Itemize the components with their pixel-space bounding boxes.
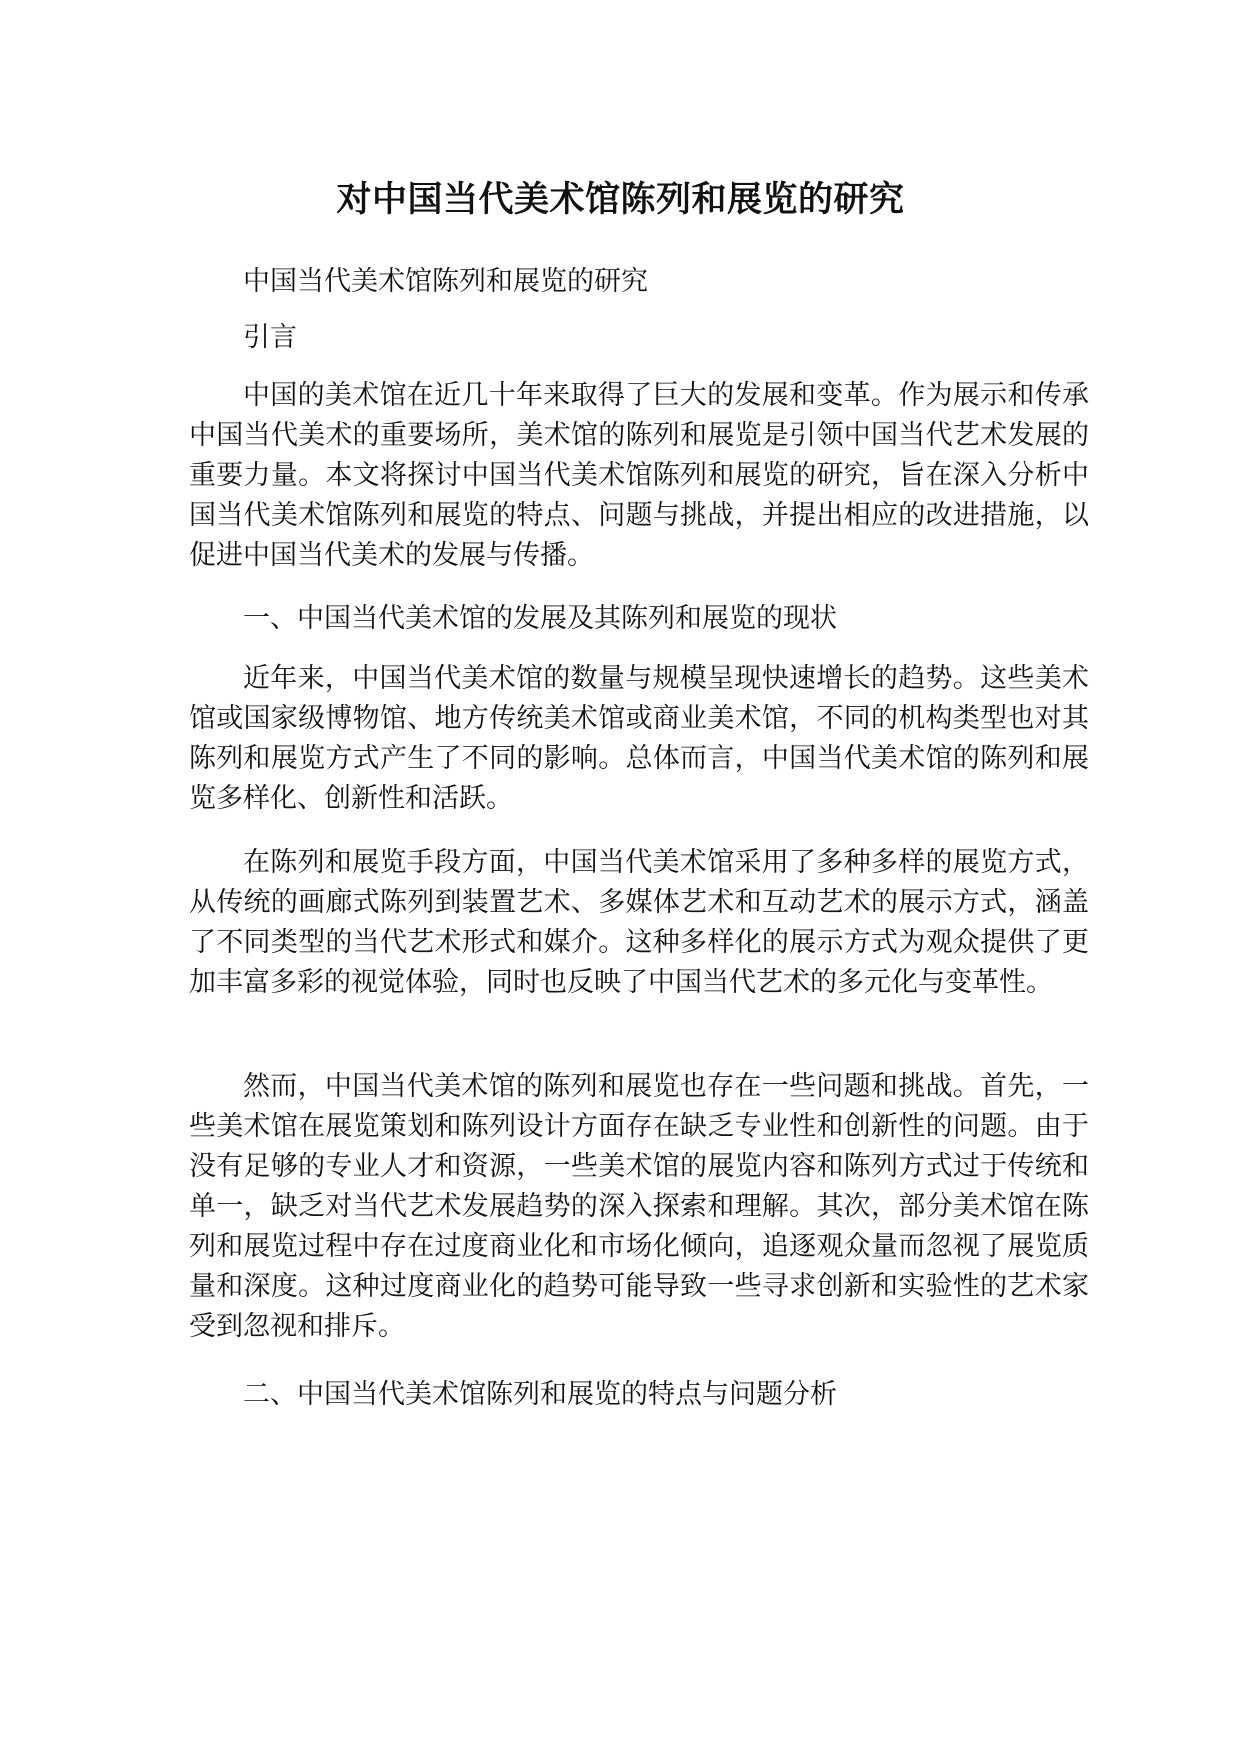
section-1-heading: 一、中国当代美术馆的发展及其陈列和展览的现状 bbox=[243, 603, 837, 634]
subtitle-line: 中国当代美术馆陈列和展览的研究 bbox=[243, 266, 648, 297]
paragraph-intro: 中国的美术馆在近几十年来取得了巨大的发展和变革。作为展示和传承中国当代美术的重要场所，美术馆的陈列和展览是引领中国当代艺术发展的重要力量。本文将探讨中国当代美术馆陈列和展览的研究，旨在深入分析中国当代美术馆陈列和展览的特点、问题与挑战，并提出相应的改进措施，以促进中国当代美术的发展与传播。 bbox=[189, 380, 1089, 571]
paragraph-problems: 然而，中国当代美术馆的陈列和展览也存在一些问题和挑战。首先，一些美术馆在展览策划和陈列设计方面存在缺乏专业性和创新性的问题。由于没有足够的专业人才和资源，一些美术馆的展览内容和陈列方式过于传统和单一，缺乏对当代艺术发展趋势的深入探索和理解。其次，部分美术馆在陈列和展览过程中存在过度商业化和市场化倾向，追逐观众量而忽视了展览质量和深度。这种过度商业化的趋势可能导致一些寻求创新和实验性的艺术家受到忽视和排斥。 bbox=[189, 1071, 1089, 1342]
document-title: 对中国当代美术馆陈列和展览的研究 bbox=[336, 180, 905, 220]
paragraph-development: 近年来，中国当代美术馆的数量与规模呈现快速增长的趋势。这些美术馆或国家级博物馆、地方传统美术馆或商业美术馆，不同的机构类型也对其陈列和展览方式产生了不同的影响。总体而言，中国当代美术馆的陈列和展览多样化、创新性和活跃。 bbox=[189, 663, 1089, 814]
paragraph-methods: 在陈列和展览手段方面，中国当代美术馆采用了多种多样的展览方式，从传统的画廊式陈列到装置艺术、多媒体艺术和互动艺术的展示方式，涵盖了不同类型的当代艺术形式和媒介。这种多样化的展示方式为观众提供了更加丰富多彩的视觉体验，同时也反映了中国当代艺术的多元化与变革性。 bbox=[189, 847, 1089, 998]
section-2-heading: 二、中国当代美术馆陈列和展览的特点与问题分析 bbox=[243, 1379, 837, 1410]
intro-heading: 引言 bbox=[243, 322, 297, 353]
